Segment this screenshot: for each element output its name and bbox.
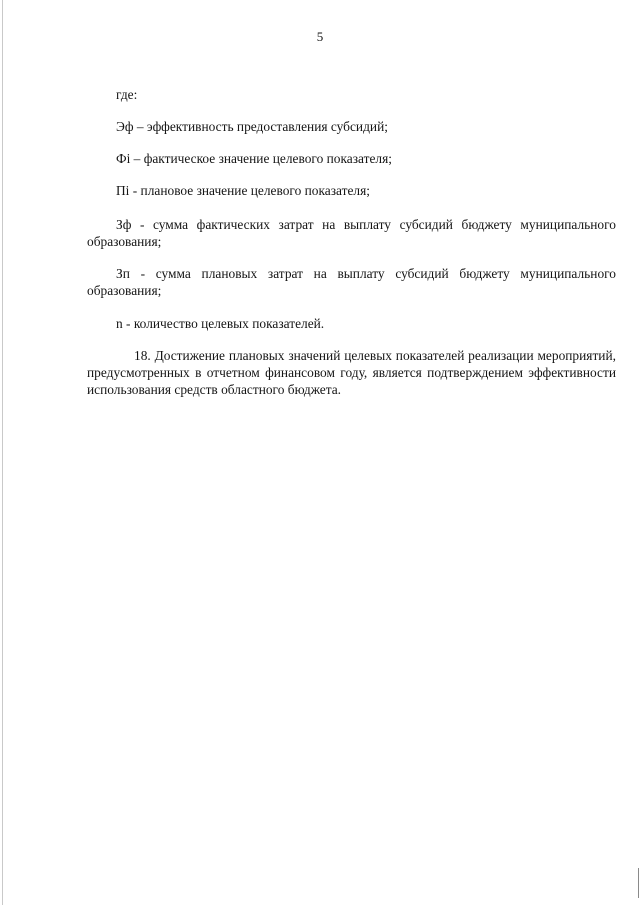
definition-zp: Зп - сумма плановых затрат на выплату субсидий бюджету муниципального образования; <box>87 266 616 298</box>
definition-zf: Зф - сумма фактических затрат на выплату субсидий бюджету муниципального образования; <box>87 217 616 249</box>
definition-n: n - количество целевых показателей. <box>116 316 325 331</box>
scan-edge-left <box>2 0 3 905</box>
definition-ef: Эф – эффективность предоставления субсидий; <box>116 119 388 134</box>
definition-pi: Пi - плановое значение целевого показателя; <box>116 183 370 198</box>
intro-text: где: <box>116 87 138 102</box>
scan-edge-right <box>638 868 639 898</box>
paragraph-18: 18. Достижение плановых значений целевых показателей реализации мероприятий, предусмотренных в отчетном финансовом году, является подтверждением эффективности использования средств областного бюджета. <box>87 348 616 397</box>
page-number: 5 <box>316 29 324 44</box>
definition-fi: Фi – фактическое значение целевого показателя; <box>116 151 392 166</box>
